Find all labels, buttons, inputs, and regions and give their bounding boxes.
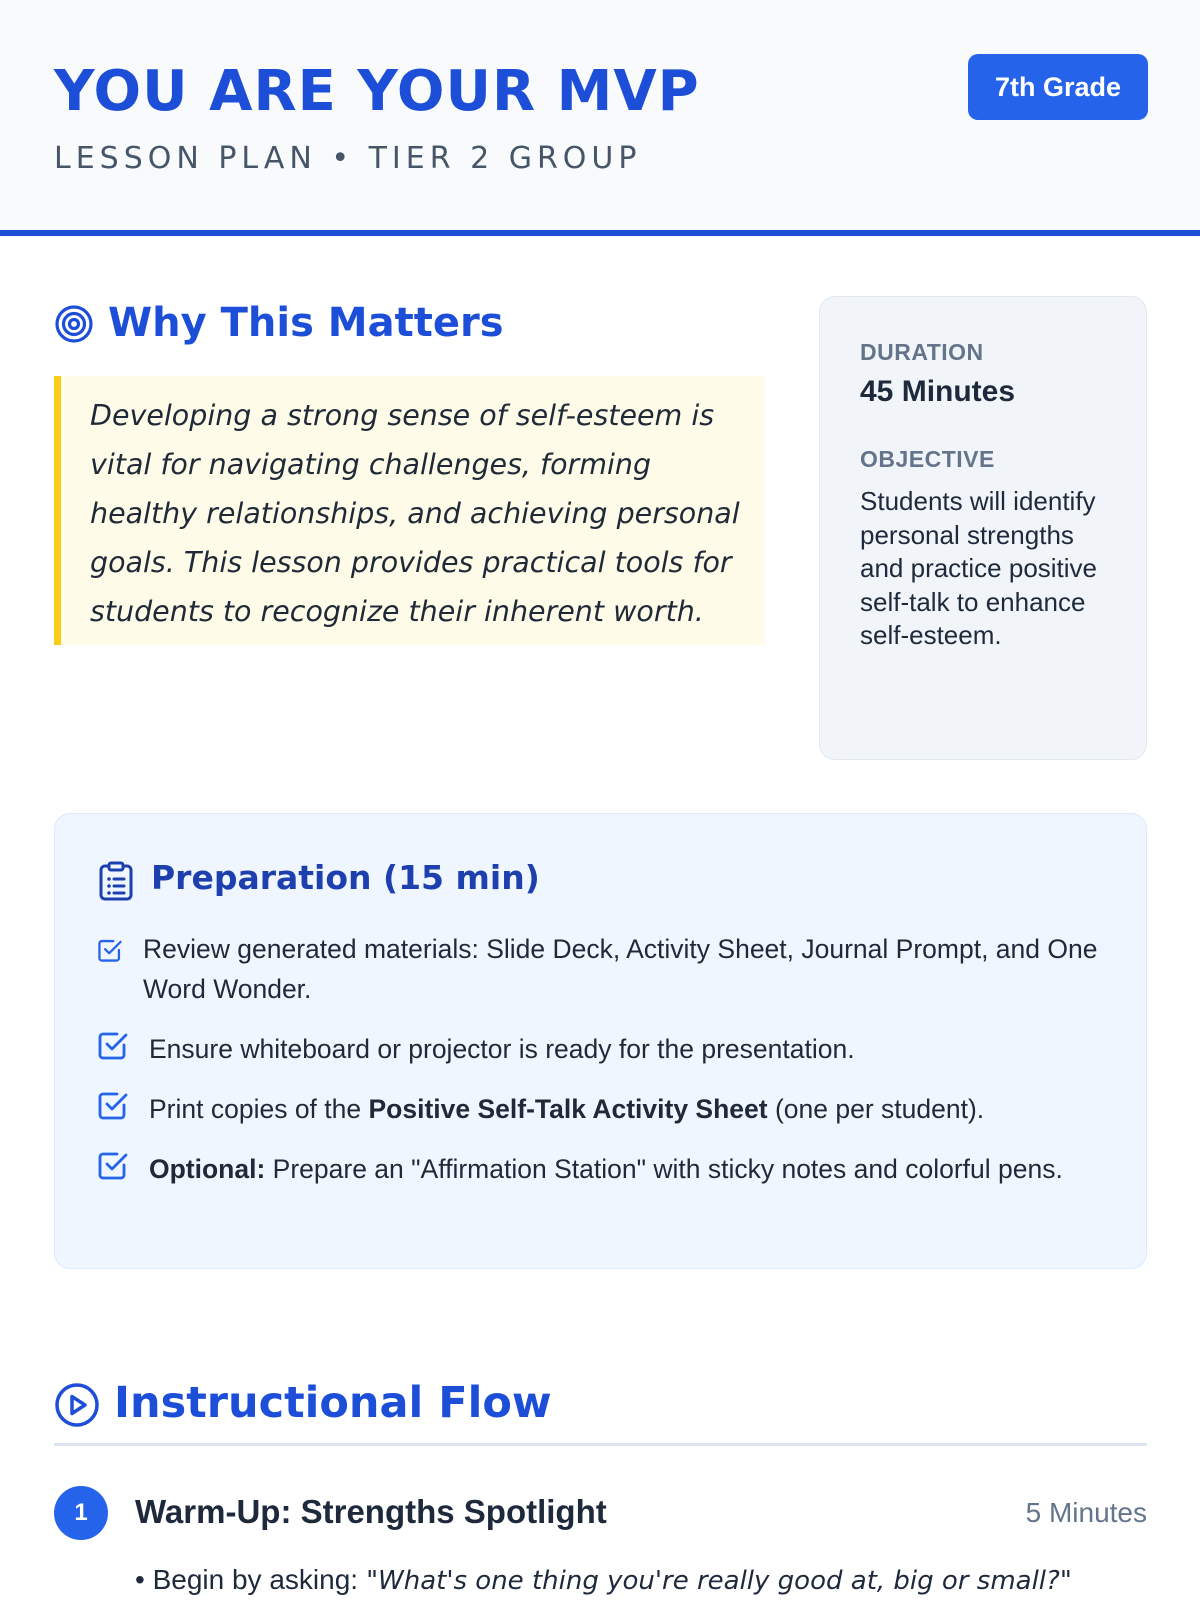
section-divider (54, 1443, 1147, 1446)
step-bullet-quote: "What's one thing you're really good at, big or small?" (366, 1566, 1072, 1596)
preparation-item-text: (one per student). (767, 1094, 985, 1124)
page-subtitle: LESSON PLAN • TIER 2 GROUP (54, 141, 642, 176)
why-this-matters-quote: Developing a strong sense of self-esteem is vital for navigating challenges, forming healthy relationships, and achieving personal goals. This lesson provides practical tools for students to recognize their inherent worth. (54, 376, 765, 645)
target-icon (54, 304, 94, 344)
duration-value: 45 Minutes (860, 375, 1016, 408)
objective-label: OBJECTIVE (860, 446, 995, 472)
step-bullet: • Begin by asking: "What's one thing you're really good at, big or small?" (135, 1564, 1072, 1596)
header (0, 0, 1200, 236)
step-duration: 5 Minutes (1025, 1497, 1147, 1528)
lesson-info-card (819, 296, 1147, 760)
grade-badge[interactable]: 7th Grade (968, 54, 1148, 120)
objective-text: Students will identify personal strengths and practice positive self-talk to enhance self-esteem. (860, 486, 1098, 650)
preparation-item-text: Print copies of the (149, 1094, 369, 1124)
page-title: YOU ARE YOUR MVP (54, 59, 700, 124)
preparation-item (149, 1149, 1114, 1189)
preparation-item (149, 1089, 1119, 1129)
why-this-matters-heading: Why This Matters (108, 300, 504, 346)
instructional-flow-heading: Instructional Flow (114, 1378, 552, 1428)
step-number-badge: 1 (54, 1486, 108, 1540)
checkbox-checked-icon (97, 1029, 129, 1061)
preparation-item-text: Prepare an "Affirmation Station" with sticky notes and colorful pens. (265, 1154, 1063, 1184)
activity-sheet-name: Positive Self-Talk Activity Sheet (368, 1094, 768, 1124)
preparation-heading: Preparation (15 min) (151, 858, 540, 897)
preparation-item: Ensure whiteboard or projector is ready for the presentation. (149, 1034, 855, 1064)
checkbox-checked-icon (97, 937, 123, 963)
preparation-card (54, 813, 1147, 1269)
play-circle-icon (54, 1382, 100, 1428)
step-bullet-lead: Begin by asking: (152, 1564, 359, 1595)
duration-label: DURATION (860, 339, 984, 365)
optional-label: Optional: (149, 1154, 266, 1184)
checkbox-checked-icon (97, 1089, 129, 1121)
checkbox-checked-icon (97, 1149, 129, 1181)
preparation-item: Review generated materials: Slide Deck, Activity Sheet, Journal Prompt, and One Word Wonder. (143, 934, 1098, 1004)
clipboard-list-icon (99, 861, 133, 901)
step-title: Warm-Up: Strengths Spotlight (135, 1493, 607, 1530)
